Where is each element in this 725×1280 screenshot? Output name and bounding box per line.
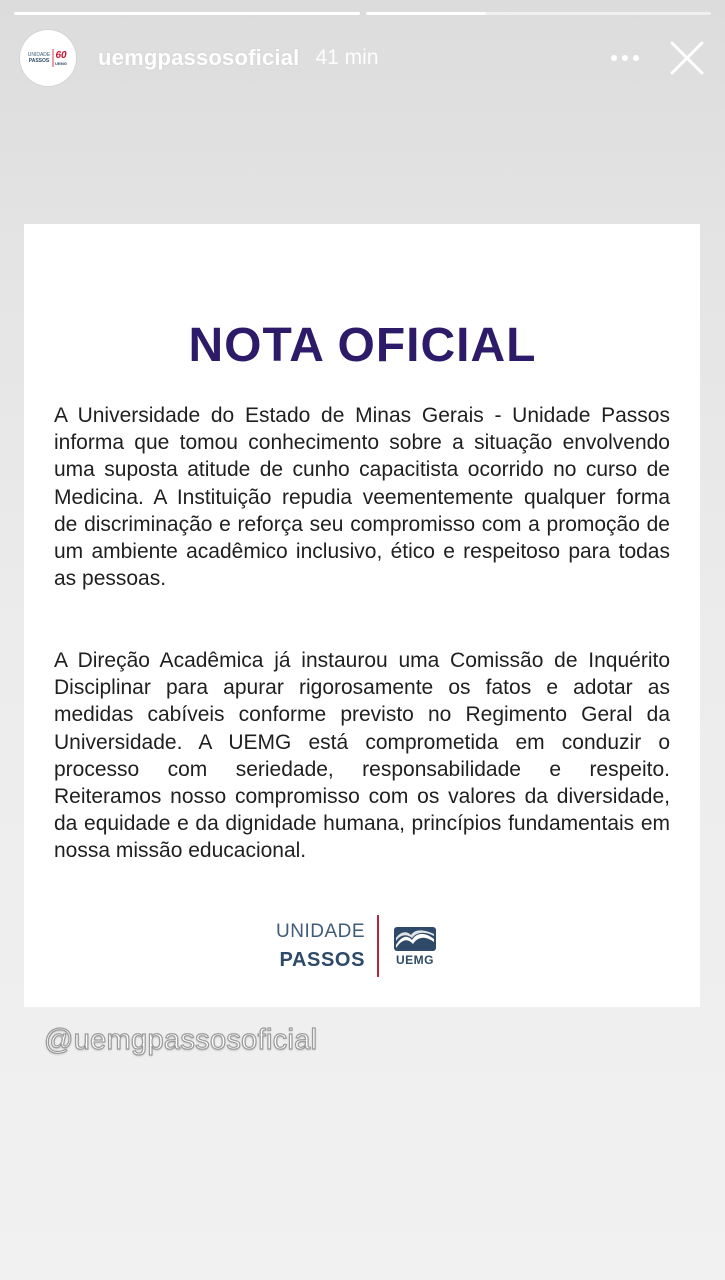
svg-text:PASSOS: PASSOS [28, 58, 50, 64]
uemg-logo [393, 926, 437, 967]
progress-segment-2 [366, 12, 712, 15]
brand-divider [377, 915, 379, 977]
avatar-logo-icon [26, 47, 70, 69]
uemg-mountain-icon [393, 926, 437, 952]
note-paragraph-2: A Direção Acadêmica já instaurou uma Comissão de Inquérito Disciplinar para apurar rigorosamente os fatos e adotar as medidas cabíveis conforme previsto no Regimento Geral da Universidade. A UEMG está comprometida em conduzir o processo com seriedade, responsabilidade e respeito. Reiteramos nosso compromisso com os valores da diversidade, da equidade e da dignidade humana, princípios fundamentais em nossa missão educacional. [54, 649, 670, 863]
close-icon [669, 40, 705, 76]
story-header [20, 30, 709, 86]
unit-label-top: UNIDADE [276, 920, 366, 942]
progress-segment-1 [14, 12, 360, 15]
close-button[interactable] [665, 36, 709, 80]
svg-text:60: 60 [55, 50, 67, 61]
uemg-brand-text: UEMG [396, 952, 435, 967]
avatar[interactable] [20, 30, 76, 86]
more-options-button[interactable] [603, 36, 647, 80]
story-timestamp: 41 min [315, 46, 379, 69]
watermark-handle: @uemgpassosoficial [44, 1024, 318, 1056]
note-title: NOTA OFICIAL [188, 319, 537, 372]
story-username[interactable]: uemgpassosoficial [98, 45, 300, 70]
unit-label [276, 921, 365, 972]
note-paragraph-1: A Universidade do Estado de Minas Gerais - Unidade Passos informa que tomou conhecimento sobre a situação envolvendo uma suposta atitude de cunho capacitista ocorrido no curso de Medicina. A Instituição repudia veementemente qualquer forma de discriminação e reforça seu compromisso com a promoção de um ambiente acadêmico inclusivo, ético e respeitoso para todas as pessoas. [54, 404, 670, 591]
svg-text:UEMG: UEMG [55, 61, 67, 66]
unit-label-bottom: PASSOS [279, 948, 366, 971]
progress-fill-1 [14, 12, 360, 15]
more-horizontal-icon [610, 54, 640, 62]
story-progress-bar [14, 12, 711, 15]
svg-text:UNIDADE: UNIDADE [27, 52, 51, 58]
note-signature-logo [276, 915, 437, 977]
progress-fill-2 [366, 12, 487, 15]
